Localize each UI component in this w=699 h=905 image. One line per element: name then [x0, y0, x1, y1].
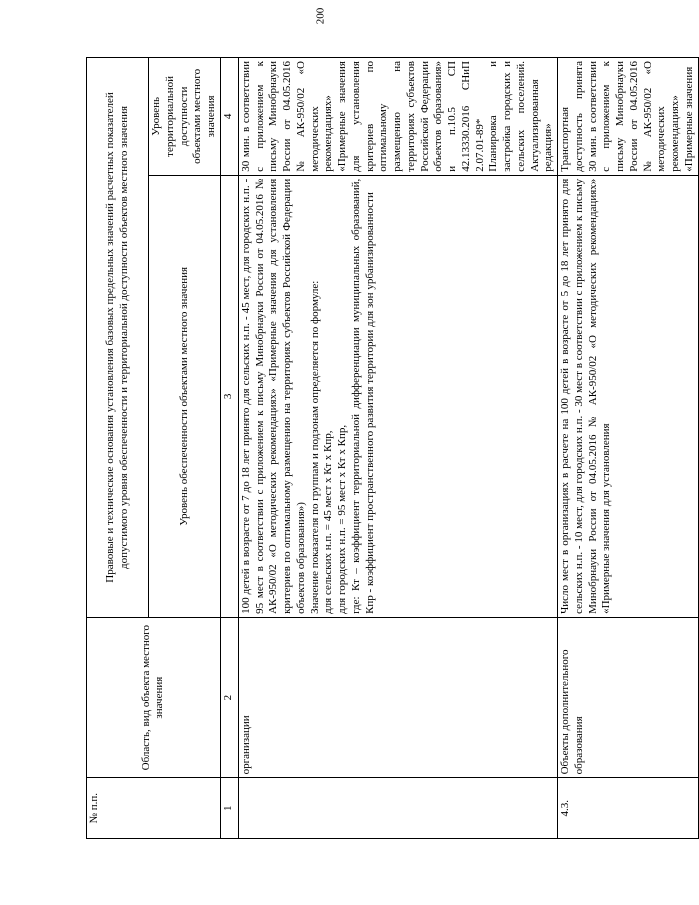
page-number-text: 200 [314, 7, 326, 25]
provision-paragraph: Число мест в организациях в расчете на 100 детей в возрасте от 5 до 18 лет принято для сельских н.п. - 10 мест, для городских н.п. - 30 мест в соответствии с приложением к письму Минобрнауки России от 04.05.2016 № АК-950/02 «О методических рекомендациях» «Примерные значения для установления [559, 178, 613, 614]
provision-paragraph: для сельских н.п. = 45 мест х Кт х Кпр, [322, 430, 335, 614]
header-row-group [87, 58, 149, 839]
col-number-2: 2 [220, 617, 238, 777]
row-area: Объекты дополнительного образования [558, 617, 699, 777]
rotated-table-container [86, 57, 695, 839]
provision-paragraph: для городских н.п. = 95 мест х Кт х Кпр, [336, 424, 348, 614]
header-area: Область, вид объекта местного значения [87, 617, 221, 777]
row-num: 4.3. [558, 778, 699, 839]
header-group: Правовые и технические основания установления базовых предельных значений расчетных показателей допустимого уровня обеспеченности и территориальной доступности объектов местного значения [87, 58, 149, 618]
provision-paragraph: Значение показателя по группам и подзонам определяется по формуле: [308, 280, 321, 614]
page-number [0, 7, 640, 25]
col-number-3: 3 [220, 175, 238, 617]
row-access: Транспортная доступность принята 30 мин. в соответствии с приложением к письму Минобрнауки России от 04.05.2016 № АК-950/02 «О методических рекомендациях» «Примерные значения [558, 58, 699, 176]
row-access: 30 мин. в соответствии с приложением к письму Минобрнауки России от 04.05.2016 № АК-950/02 «О методических рекомендациях» «Примерные значения для установления критериев по оптимальному размещению на территориях субъектов Российской Федерации объектов образования» и п.10.5 СП 42.13330.2016 СНиП 2.07.01-89* Планировка и застройка городских и сельских поселений. Актуализированная редакция» [238, 58, 557, 176]
norms-table [86, 57, 699, 839]
provision-paragraph: где: Кт – коэффициент территориальной дифференциации муниципальных образований, Кпр - коэффициент пространственного развития территории для зон урбанизированности [349, 178, 376, 614]
table-row [238, 58, 557, 839]
row-provision [558, 175, 699, 617]
header-num: № п.п. [87, 778, 221, 839]
rotated-table-area [86, 57, 695, 839]
row-area: организации [238, 617, 557, 777]
col-number-1: 1 [220, 778, 238, 839]
column-numbers-row [220, 58, 238, 839]
row-provision [238, 175, 557, 617]
header-access: Уровень территориальной доступности объектами местного значения [149, 58, 221, 176]
header-provision: Уровень обеспеченности объектами местного значения [149, 175, 221, 617]
provision-paragraph: 100 детей в возрасте от 7 до 18 лет принято для сельских н.п. - 45 мест, для городских н.п. - 95 мест в соответствии с приложением к письму Минобрнауки России от 04.05.2016 № АК-950/02 «О методических рекомендациях» «Примерные значения для установления критериев по оптимальному размещению на территориях субъектов Российской Федерации объектов образования») [239, 178, 307, 614]
table-row [558, 58, 699, 839]
col-number-4: 4 [220, 58, 238, 176]
row-num [238, 778, 557, 839]
